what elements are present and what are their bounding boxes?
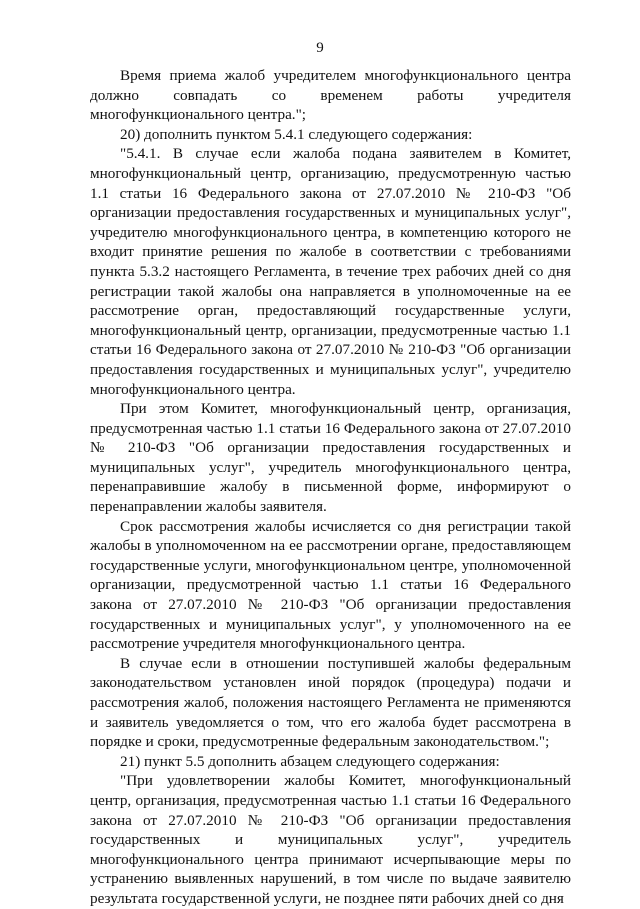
paragraph-clause-5-4-1: "5.4.1. В случае если жалоба подана заявителем в Комитет, многофункциональный центр, организацию, предусмотренную частью 1.1 статьи 16 Федерального закона от 27.07.2010 № 210-ФЗ "Об организации предоставления государственных и муниципальных услуг", учредителю многофункционального центра, в компетенцию которого не входит принятие решения по жалобе в соответствии с требованиями пункта 5.3.2 настоящего Регламента, в течение трех рабочих дней со дня регистрации такой жалобы она направляется в уполномоченные на ее рассмотрение орган, предоставляющий государственные услуги, многофункциональный центр, организации, предусмотренные частью 1.1 статьи 16 Федерального закона от 27.07.2010 № 210-ФЗ "Об организации предоставления государственных и муниципальных услуг", учредителю многофункционального центра. <box>90 145 571 398</box>
page-number: 9 <box>316 40 324 56</box>
paragraph-complaint-satisfaction: "При удовлетворении жалобы Комитет, многофункциональный центр, организация, предусмотренная частью 1.1 статьи 16 Федерального закона от 27.07.2010 № 210-ФЗ "Об организации предоставления государственных и муниципальных услуг", учредитель многофункционального центра принимают исчерпывающие меры по устранению выявленных нарушений, в том числе по выдаче заявителю результата государственной услуги, не позднее пяти рабочих дней со дня <box>90 772 571 907</box>
paragraph-redirect-notice: При этом Комитет, многофункциональный центр, организация, предусмотренная частью 1.1 статьи 16 Федерального закона от 27.07.2010 № 210-ФЗ "Об организации предоставления государственных и муниципальных услуг", учредитель многофункционального центра, перенаправившие жалобу в письменной форме, информируют о перенаправлении жалобы заявителя. <box>90 400 571 516</box>
paragraph-item-20: 20) дополнить пунктом 5.4.1 следующего содержания: <box>120 125 473 143</box>
paragraph-federal-procedure: В случае если в отношении поступившей жалобы федеральным законодательством установлен иной порядок (процедура) подачи и рассмотрения жалоб, положения настоящего Регламента не применяются и заявитель уведомляется о том, что его жалоба будет рассмотрена в порядке и сроки, предусмотренные федеральным законодательством."; <box>90 654 571 751</box>
paragraph-review-period: Срок рассмотрения жалобы исчисляется со дня регистрации такой жалобы в уполномоченном на ее рассмотрении органе, предоставляющем государственные услуги, многофункциональном центре, уполномоченной организации, предусмотренной частью 1.1 статьи 16 Федерального закона от 27.07.2010 № 210-ФЗ "Об организации предоставления государственных и муниципальных услуг", у уполномоченного на ее рассмотрение учредителя многофункционального центра. <box>90 517 571 653</box>
document-body <box>90 66 571 909</box>
paragraph-item-21: 21) пункт 5.5 дополнить абзацем следующего содержания: <box>120 752 500 770</box>
paragraph-mfc-reception-time: Время приема жалоб учредителем многофункционального центра должно совпадать со временем работы учредителя многофункционального центра."; <box>90 67 571 124</box>
